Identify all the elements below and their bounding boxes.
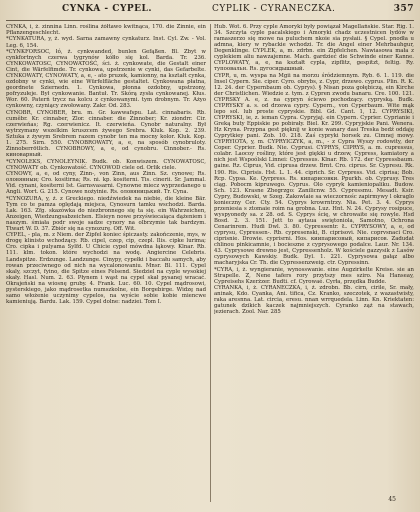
- signature-mark: 45: [388, 496, 396, 503]
- entry-cyranka: CYRANKA, i, ż. CYRANECZKA, i, ż. zdrobn. Bb. cirn, cirile, Sr. mały, aninak, Kdo. Cyanka, Ani. tifica, Cz. Kranko, szeczotek, z wazastwisty, raka aresnna. Lat. circia, eresu. nnan wrrquedela. Linn. Kn. Kriektaten: gatunek dzikich kaczek najmniejszych. Cyranko ząż na stawach, jezierach. Zool. Nar. 285: [214, 285, 414, 316]
- page-number: 357: [393, 4, 414, 14]
- entry-cynoleks: *CYNOLEKS, CYNOLEYNIK. Budk. ob. Konwiszem. CYNOWATOSC, CYNOWATY ob. Cynkowatość. CYNOWOD ciele od. Orlik ciele.: [6, 158, 206, 171]
- entry-cynowy: CYNOWY, a, e, od cyny, Zinn-, von Zinn, aus Zinn. Sz. cynowe; Rs. оловянныи; Cro. kositirna; Rs. ni. kp. kositerni. Tis. cinerii. Sr. Jammal. Vid. cynani, kositerni Ist. Garnsvasarni. Cynowne miecz wyprzedanego u Angli. Wort. G. 215. Cynowe nożyinie. Rs. оловяницький. Tr. Cyna.: [6, 171, 206, 196]
- entry-cypel-continued: Hub. Wot. 6. Przy cyple Amoryki były powiązał Magellańskie. Star. Rig. 1. 34. Szczyta cyple pacalskiego i Amoryki chadz uczestnicen łydów w ramaszerzo się mowe na puluchem nkoie sia pysłaii. § Cypel. pnodła u admna, kiery w rybackie wchodzi. Tr. die Angel einer Mehrbauhgur, Degenklinge. CYPLEK, a, m. zdrbn. ein Zipfelchen. Nawiasowa mała z cyplekiem aliu nawzajemne. Mach. gardzieć die Schwinde einer Kanne. CYPLOWATY, a, e, na kształt cypla, zipflitz, gespitzt, feltig. Ry. тупоовальн. Rs. дугосидышный.: [214, 24, 414, 73]
- entry-cynozura: *CYNOZURA, y, ż. z Greckiego. niedźwiedek na niebie, die kleine Bär. Tym co te pamza oględają miejsca, Cynosurn tamku wschodzi. Barda. Lak. 163. Zfg. skazówka do niezbronnego się ta się. ein Wahrzeichen, Anzeigen, Wiedzungsabzeichen. Elsieyn nowe przyświecaiąca dążeniem i naszym. śmiała podr swoje sadze cynory na olbrzymie tak bardzym. Ttwart W. D. 37. Zbiór się na cynozurę. Off. Wit.: [6, 195, 206, 232]
- right-header-group: [208, 4, 414, 14]
- right-column: [214, 24, 414, 502]
- entry-cynobr: CYNOBR, CYNOBER, bru. m. Gr. kawwafspu. Lat. cinnabaris. Rb. cuměbr. Kr. cinnaber, Zlor. cinnaber. die Zinnober; Kr. ziondrr. Cir. czerwieńas; Rg. czerwienicz. It. czerwieńa. Cynobr naturalny. Był wytrzymany wszelkim kruszcem żywego Srebra. Kluk. Kop. 2. 239. Sztuka z żywym Srebrem razem cynobr ten ma mocny kolor. Kluk. Kop. 1. 275. Sirn. 550. CYNOBROWATY, a, e, na sposób cynobruloty. Zinnoberrötlich. CYNOBROWY, a, e, od cynobru. Cinnober.- Rs. киноварный.: [6, 109, 206, 159]
- entry-cynkforsoc: *CYNKFORSOC, łó, ż. cynkwanded, bunlen Gefąßen. Bl. Zbyt w cynkfortnych czerwa tygrynów kółło się kol. Barda. Tr. 236. CYNKOWATOSC, CYNOWATOŚĆ, ści. ż. cynkowate, die Gestalt einer Cint, die Wärfelfimde. Tr. cynkowa, upstrzenie w cynki, das Gefarbelte. CYNKOWATY, CYNOWATY, a, e, - ato pruzek, kamionny, na kształt cynka, ozdobny w cynki, wie eine Würfelfläche gestaltet. Cynkowana płatna, geordnete Sziernedn. 1. Cynkowa, płonna ozdobny, upstrzony, pofryzułeje. Był cynkowanie. Bantuł. Tr. Skórą zysła cynkowanej. Kłus. Wor. 60. Paterń trycz na kolcu z cynkowanymi. tym drobnym. Tr. Ażyo cynkowny, czyniący zwołowany. Zakr. Od. 283.: [6, 48, 206, 110]
- entry-cypr: CYPR, u, m. wyspa na Mgii na morzu śródziemnym. Ryb. 6. 1. 119. die Insel Cypern. Sie. ciper. Cyro. obrybs, z. Cypr, drzewo. cyprus. Plin. R. K. 12. 24. der Cypernbaum ob. Cyprys). § Nisan poza gołębiczą, ein Kirche der Christlichen. Wiedzie z. tym. z Cypren zwodu banaru. Cre. 100. 121. CYPRSKY A. e, z. na cypryn ściewo pochodzący. cypryską. Budk. CYPRYSKY a. s. od drzewa cypry. Cypern., von Cyperbaum. Wite mąk lepo sol. lub proste cypryskie. Bibl. Gd. Cant. 1, 12. CYPRYSIKI, CYPRYSKI, ie, z. ieman Cypra. Cypryjaj. ein Cypern. Cyprier. Cyprianie i Greką buty Eppiskie po pobirały. Biel. Kr. 299. Cypryjskie Pani. Wenera. Hz Kryna. Przypna gest pięknij w konie wanary dasi Treska bedź oddaję Cyprytkiey pani. Zob. 10. 218. Zaś cypryki horsek zu. Cimnej mowy. CYPRYIOTA, y, m. CYPRYICZYK, a, m., - z Cypra Wyszy rodowity, der Coper. Cyprier. Budk. Nie. Cyprusi. CYPRYS, CIPRYS, a. m. cupressus, colabr. Laocoy rośliny, które jest giękki u drzew, Cypress, kamiatory a nich jest Wspoólski Linnei: Cypressus. Klnar. Rb. 172. der Cypressbaum. gaine. Rz. Ciprus, Vid. ciprusa drzew. Brnt. Cro. ciprus. Sr. Cypresu. Rk. 190. Ris. Ciprisis. Hst. L. 1. 44. ciprich. Sr. Cyrpress. Vid. ciprisa; Bob. Rcp. Cypsa. Ke. Qyrpress. Rs. кипарисовки. Ppurkh. ob. Cyprusy. Tres ciąg. Pobocm kipruwego. Cyprus. Olo cypryk kamieniopaliku. Budow. Sch. 123. Krasne Zhegrzgo: Zanilicnw. 55. Cypressmu. Mesadt. Ksir. Cypry, Budowski, w Szeg. Zakowlaie sa wieczornośc zapirmywy l okraglo konieczny Cer. Cty. 54. Cyprys krowrntrzy. Nia. Pet. 3. 4. Cyprys przeniesia s ztomaie roim na grobna. Luz. Hnt. N. 24. Cyprysy rosipuce, wyspyonedy sa. z 28. od. S. Cyprys ścię, w chrowaite się rowyle. Hsd Bosd. 2. 3. 151. Jett to aytaua swiętoniola, Samotno, Ochrona Cenarinrem. Hudi Dwl. 3. 80. Cypressentr. Ł. CYPRYSOWY, a, e, od cyprysu, Cypressen-. Rb. cypresenski, B. ciprisovi. Nie. coprvsnaci Cro. ciprisnie. Drowie. cyprisrni. Hos. киипарисовый, кипарисов. Zadudat chlinou pinkicamnie, i bocieszne z cyprysowego podalce. Laur. Nr. 134. 43. Cyprysowe drewno jest, Cypressenholz. W kościele gazzysik z Lasów cyprysowych Kawskiy. Budk. Dyl. 1. 221. Cyprysowa gałąz albo macharyjska Cr. Th. die Cypressenzweig. ctr. Cypressinn.: [214, 72, 414, 267]
- entry-cynka: CYNKA, i, ż. zinnina Linn. roślina żółtawo kwitnąca, 170. die Zinnie, ein Pflanzengeschlecht.: [6, 24, 206, 37]
- left-running-head: CYNKA - CYPEL.: [62, 4, 152, 14]
- entry-cynkatura: *CYNKATURA, y, ż. wyd. Sarna zamawny cynkaturz. Inst. Cyl. Zw. - Vol. Leg. 6, 154.: [6, 36, 206, 49]
- text-columns: [6, 24, 414, 502]
- page-header: [6, 4, 414, 21]
- left-column: [6, 24, 206, 502]
- column-divider: [210, 24, 211, 502]
- entry-cypel: CYPEL, - pla, m. z Niem. der Zipfel koniec śpiczasty. zakończenie, mys, w drogę klinisto wchodzący. Rb. cipel, czep, cip, czepl. Ilis. cipke lurima; Cro. cipka i pulyama Sylfd. U Chicie cypeł mówdna łąkowy. Klnar. Rb. 111. klm. tokon. które wychodzi na wodę. Angiercine Celebris. Landspitze. Erdzunge. Landzunge. Cinypy, cypełki i baccału samych, aby rowan przeciwnego od nich na wycalonowaniu. Mnsr. Bl. 111. Cypel skaly, szczyt, fyino, die Spitze eines Felsend. Siedziel na cyple wysokiej skały. Hasl. Num. 2. 63. Płynem i wąst na cypel skał pysanej wracać. Okrajeński na wiosnę gruby. 4. Frank. Luc. 60. 10. Cypel mądrosowi, pysterskiego, jako mądrosetka numszkolne, ein Borgebirge. Widzę nad samo włożenie uczynimy cypelos, na wyście sobie kobie miencwe kamieniują. Bardu. Lak. 159. Cypel dolne: nadziei. Tom I.: [6, 232, 206, 305]
- right-running-head: CYPLIK - CYRANECZKA.: [212, 4, 336, 14]
- entry-cyra: *CYRA, i, ż. wyngieranie, wynosswanie. eine Augzirkelte Kreise. sie an Strapelle. Z, Nene tafers rory przytszy mes sziro. Na Hanseay, Cypreisehs Kzerżzer. Budti. cf. Cyrowaé. Cyrła, przędka Budde.: [214, 266, 414, 285]
